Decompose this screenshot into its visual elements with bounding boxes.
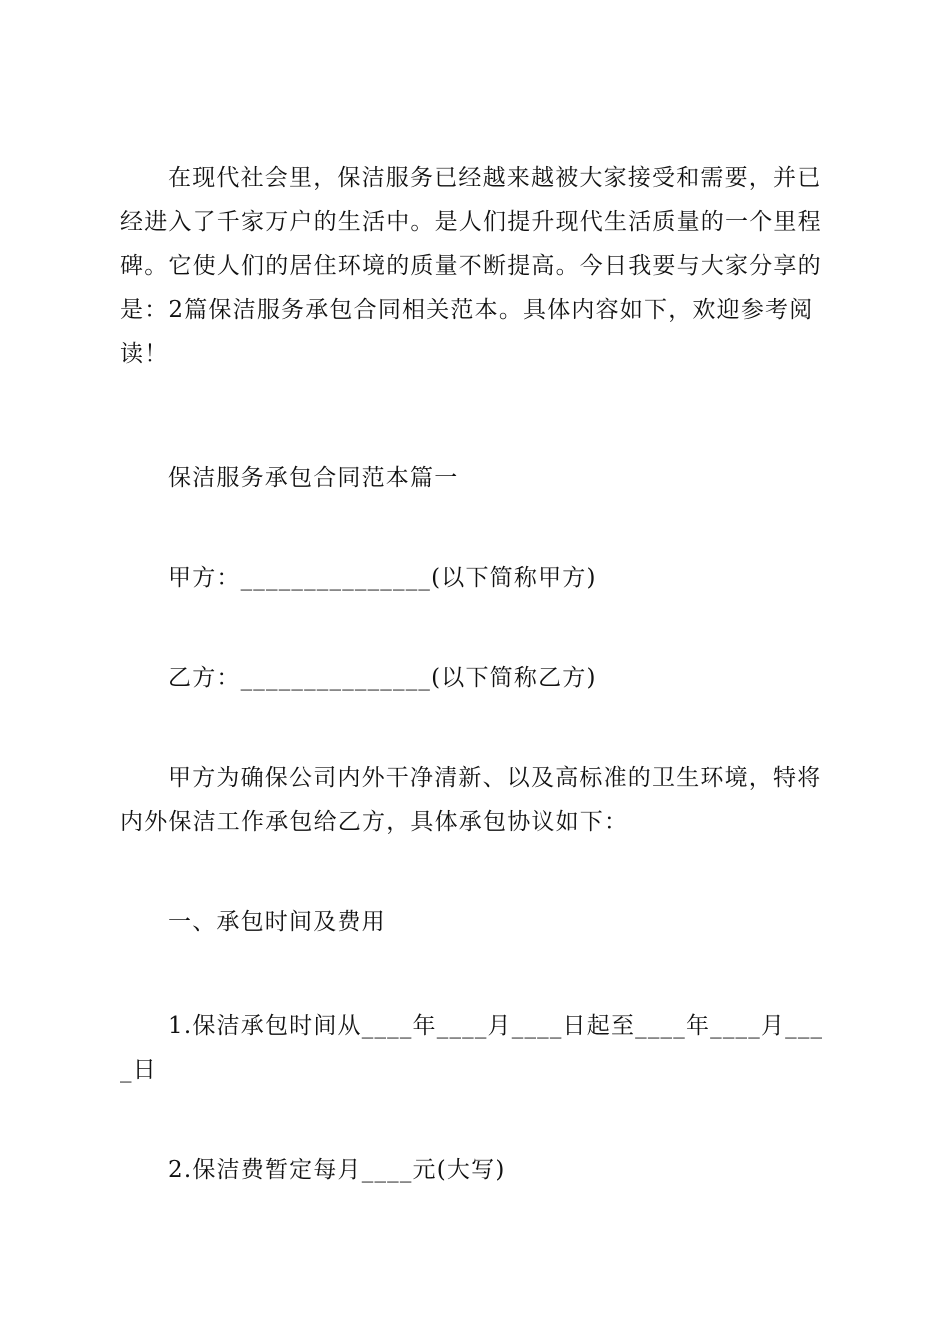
party-a-line: 甲方：_______________(以下简称甲方) (168, 565, 597, 591)
contract-heading: 保洁服务承包合同范本篇一 (168, 465, 459, 491)
purpose-paragraph: 甲方为确保公司内外干净清新、以及高标准的卫生环境，特将内外保洁工作承包给乙方，具体承包协议如下： (120, 765, 822, 835)
section-title: 一、承包时间及费用 (168, 909, 386, 935)
clause-item: 1.保洁承包时间从____年____月____日起至____年____月____日 (120, 1013, 824, 1083)
clause-item: 2.保洁费暂定每月____元(大写) (168, 1157, 506, 1183)
party-b-line: 乙方：_______________(以下简称乙方) (168, 665, 597, 691)
intro-paragraph: 在现代社会里，保洁服务已经越来越被大家接受和需要，并已经进入了千家万户的生活中。是人们提升现代生活质量的一个里程碑。它使人们的居住环境的质量不断提高。今日我要与大家分享的是：2篇保洁服务承包合同相关范本。具体内容如下，欢迎参考阅读！ (120, 165, 822, 367)
